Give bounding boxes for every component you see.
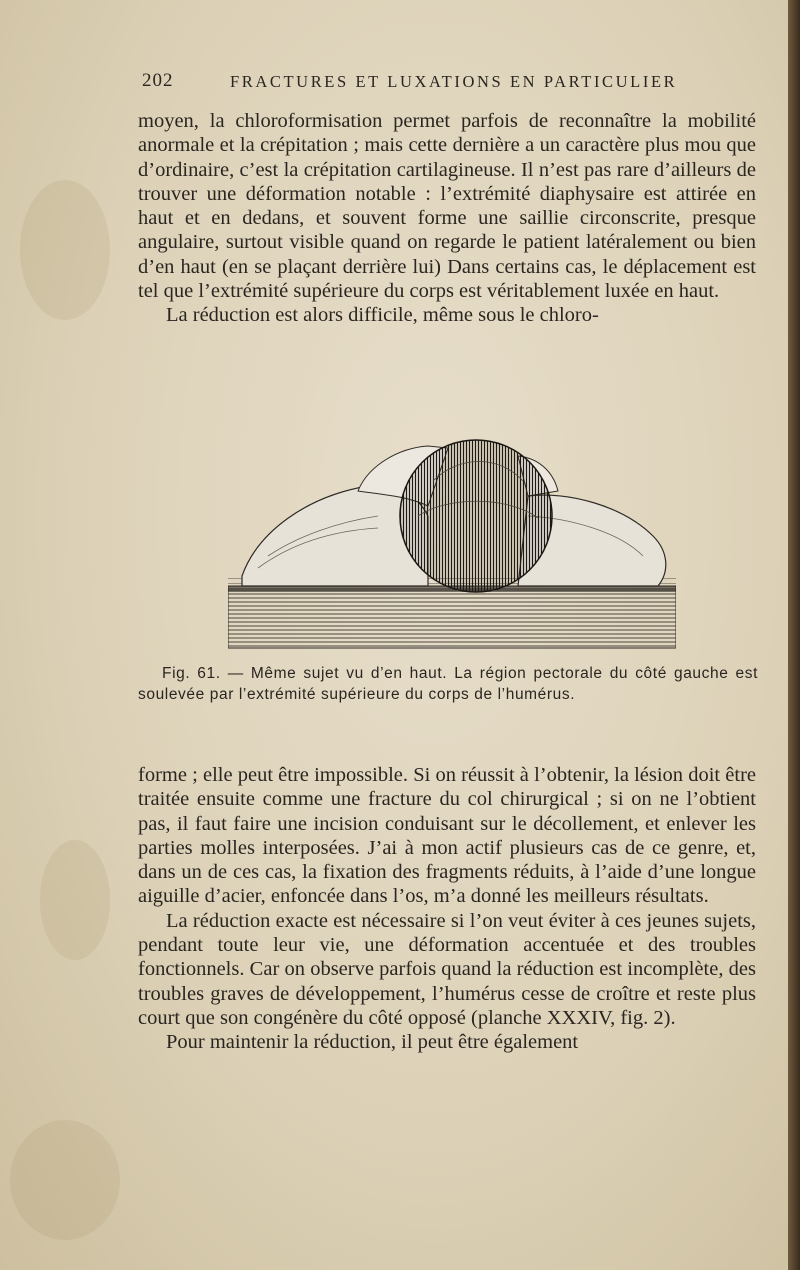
- engraving-image: [228, 436, 676, 650]
- body-text-top: [138, 109, 756, 328]
- paragraph: La réduction exacte est nécessaire si l’on veut éviter à ces jeunes sujets, pendant toute leur vie, une déformation accentuée et des troubles fonctionnels. Car on observe parfois quand la réduction est incomplète, des troubles graves de développement, l’humérus cesse de croître et reste plus court que son congénère du côté opposé (planche XXXIV, fig. 2).: [138, 909, 756, 1029]
- body-text-bottom: [138, 763, 756, 1055]
- page-number: 202: [142, 70, 174, 91]
- running-head: [142, 70, 762, 96]
- paragraph: moyen, la chloroformisation permet parfois de reconnaître la mobilité anormale et la crépitation ; mais cette dernière a un caractère plus mou que d’ordinaire, c’est la crépitation cartilagineuse. Il n’est pas rare d’ailleurs de trouver une déformation notable : l’extrémité diaphysaire est attirée en haut et en dedans, et souvent forme une saillie circonscrite, presque angulaire, surtout visible quand on regarde le patient latéralement ou bien d’en haut (en se plaçant derrière lui) Dans certains cas, le déplacement est tel que l’extrémité supérieure du corps est véritablement luxée en haut.: [138, 110, 756, 303]
- figure-label: Fig. 61.: [162, 665, 221, 682]
- paragraph: forme ; elle peut être impossible. Si on réussit à l’obtenir, la lésion doit être traitée ensuite comme une fracture du col chirurgical ; si on ne l’obtient pas, il faut faire une incision conduisant sur le décollement, et enlever les parties molles interposées. J’ai à mon actif plusieurs cas de ce genre, et, dans un de ces cas, la fixation des fragments réduits, à l’aide d’une longue aiguille d’acier, enfoncée dans l’os, m’a donné les meilleurs résultats.: [138, 764, 756, 908]
- paragraph: La réduction est alors difficile, même sous le chloro-: [166, 304, 599, 327]
- book-spine-edge: [788, 0, 800, 1270]
- paper-stain: [20, 180, 110, 320]
- paper-stain: [40, 840, 110, 960]
- figure-caption-text: — Même sujet vu d’en haut. La région pectorale du côté gauche est soulevée par l’extrémité supérieure du corps de l’humérus.: [138, 665, 758, 703]
- running-title: FRACTURES ET LUXATIONS EN PARTICULIER: [230, 72, 678, 91]
- figure-caption: [138, 664, 758, 705]
- paragraph: Pour maintenir la réduction, il peut être également: [166, 1031, 579, 1054]
- paper-stain: [10, 1120, 120, 1240]
- figure-illustration: [228, 436, 676, 650]
